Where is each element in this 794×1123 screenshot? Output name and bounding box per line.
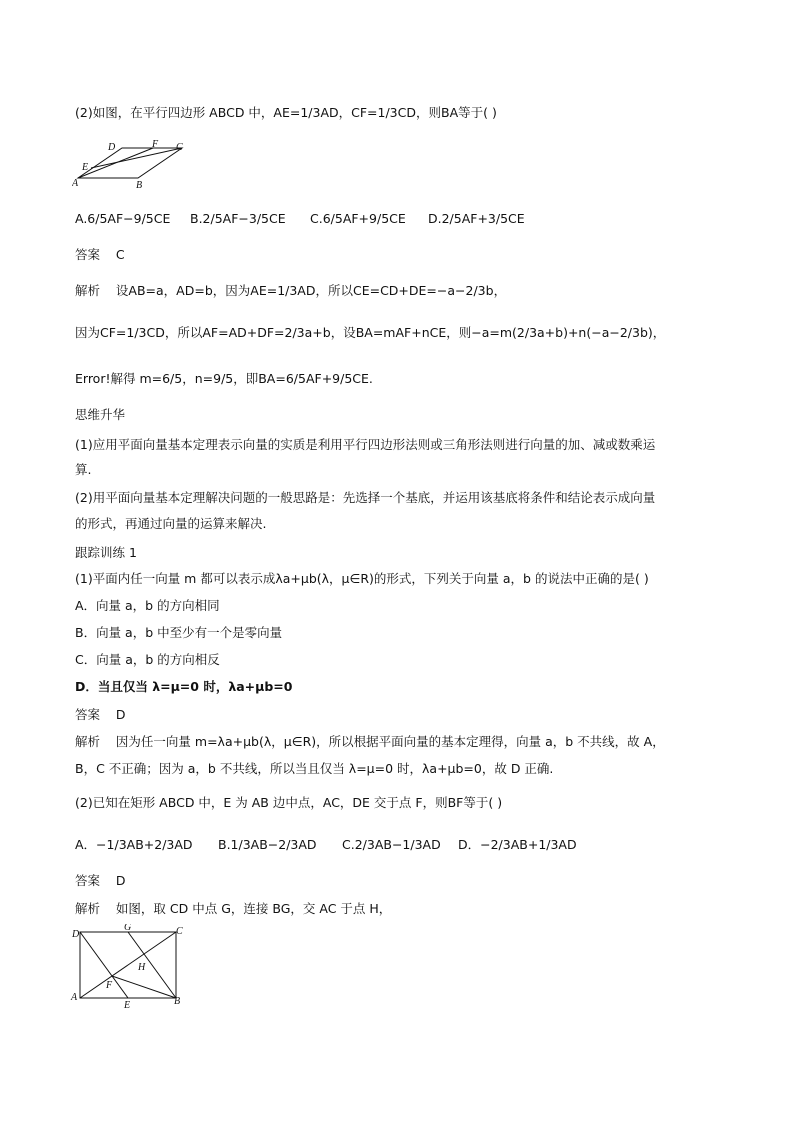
analysis-line-2: 因为CF=1/3CD，所以AF=AD+DF=2/3a+b，设BA=mAF+nCE，则−a=m(2/3a+b)+n(−a−2/3b)， [75, 325, 666, 340]
label-C: C [176, 142, 183, 153]
practice-q2-option-c: C.2/3AB−1/3AD [342, 837, 441, 852]
label-B: B [174, 996, 181, 1007]
practice-q1-option-b: B．向量 a，b 中至少有一个是零向量 [75, 625, 283, 640]
thinking-line-2: 算. [75, 462, 92, 477]
thinking-line-3: (2)用平面向量基本定理解决问题的一般思路是：先选择一个基底，并运用该基底将条件和结论表示成向量 [75, 490, 656, 505]
question-stem: (2)如图，在平行四边形 ABCD 中，AE=1/3AD，CF=1/3CD，则BA等于( ) [75, 105, 497, 120]
practice-q1-option-c: C．向量 a，b 的方向相反 [75, 652, 220, 667]
label-E: E [124, 1000, 131, 1011]
label-D: D [108, 142, 116, 153]
label-E: E [82, 162, 89, 173]
practice-q1-option-a: A．向量 a，b 的方向相同 [75, 598, 220, 613]
practice-q2-option-b: B.1/3AB−2/3AD [218, 837, 317, 852]
label-F: F [106, 980, 113, 991]
analysis-line-1: 解析 设AB=a，AD=b，因为AE=1/3AD，所以CE=CD+DE=−a−2/3b， [75, 283, 507, 298]
section-title-practice: 跟踪训练 1 [75, 545, 137, 560]
thinking-line-4: 的形式，再通过向量的运算来解决. [75, 516, 267, 531]
practice-q2-stem: (2)已知在矩形 ABCD 中，E 为 AB 边中点，AC，DE 交于点 F，则BF等于( ) [75, 795, 503, 810]
label-F: F [152, 140, 159, 150]
practice-q2-option-d: D．−2/3AB+1/3AD [458, 837, 577, 852]
rectangle-figure [70, 924, 190, 1012]
label-A: A [72, 178, 79, 189]
analysis-label: 解析 [75, 283, 101, 298]
option-a: A.6/5AF−9/5CE [75, 211, 171, 226]
thinking-line-1: (1)应用平面向量基本定理表示向量的实质是利用平行四边形法则或三角形法则进行向量的加、减或数乘运 [75, 437, 656, 452]
practice-q2-answer: 答案 D [75, 873, 126, 888]
practice-q1-analysis-2: B，C 不正确；因为 a，b 不共线，所以当且仅当 λ=μ=0 时，λa+μb=0，故 D 正确. [75, 761, 554, 776]
practice-q1-analysis-1: 解析 因为任一向量 m=λa+μb(λ，μ∈R)，所以根据平面向量的基本定理得，向量 a，b 不共线，故 A， [75, 734, 665, 749]
parallelogram-figure [72, 140, 192, 190]
option-c: C.6/5AF+9/5CE [310, 211, 406, 226]
answer-row [75, 246, 125, 264]
practice-q1-stem: (1)平面内任一向量 m 都可以表示成λa+μb(λ，μ∈R)的形式，下列关于向量 a，b 的说法中正确的是( ) [75, 571, 649, 586]
label-G: G [124, 924, 132, 933]
label-D: D [72, 929, 80, 940]
label-H: H [138, 962, 146, 973]
answer-label: 答案 [75, 247, 101, 262]
practice-q1-option-d: D．当且仅当 λ=μ=0 时，λa+μb=0 [75, 679, 293, 694]
practice-q2-analysis: 解析 如图，取 CD 中点 G，连接 BG，交 AC 于点 H， [75, 901, 392, 916]
option-d: D.2/5AF+3/5CE [428, 211, 525, 226]
option-b: B.2/5AF−3/5CE [190, 211, 286, 226]
label-A: A [71, 992, 78, 1003]
answer-value: C [115, 247, 125, 262]
analysis-line-3: Error!解得 m=6/5，n=9/5，即BA=6/5AF+9/5CE. [75, 371, 373, 386]
label-C: C [176, 926, 183, 937]
practice-q1-answer: 答案 D [75, 707, 126, 722]
practice-q2-option-a: A．−1/3AB+2/3AD [75, 837, 193, 852]
section-title-thinking: 思维升华 [75, 407, 126, 422]
label-B: B [136, 180, 143, 190]
